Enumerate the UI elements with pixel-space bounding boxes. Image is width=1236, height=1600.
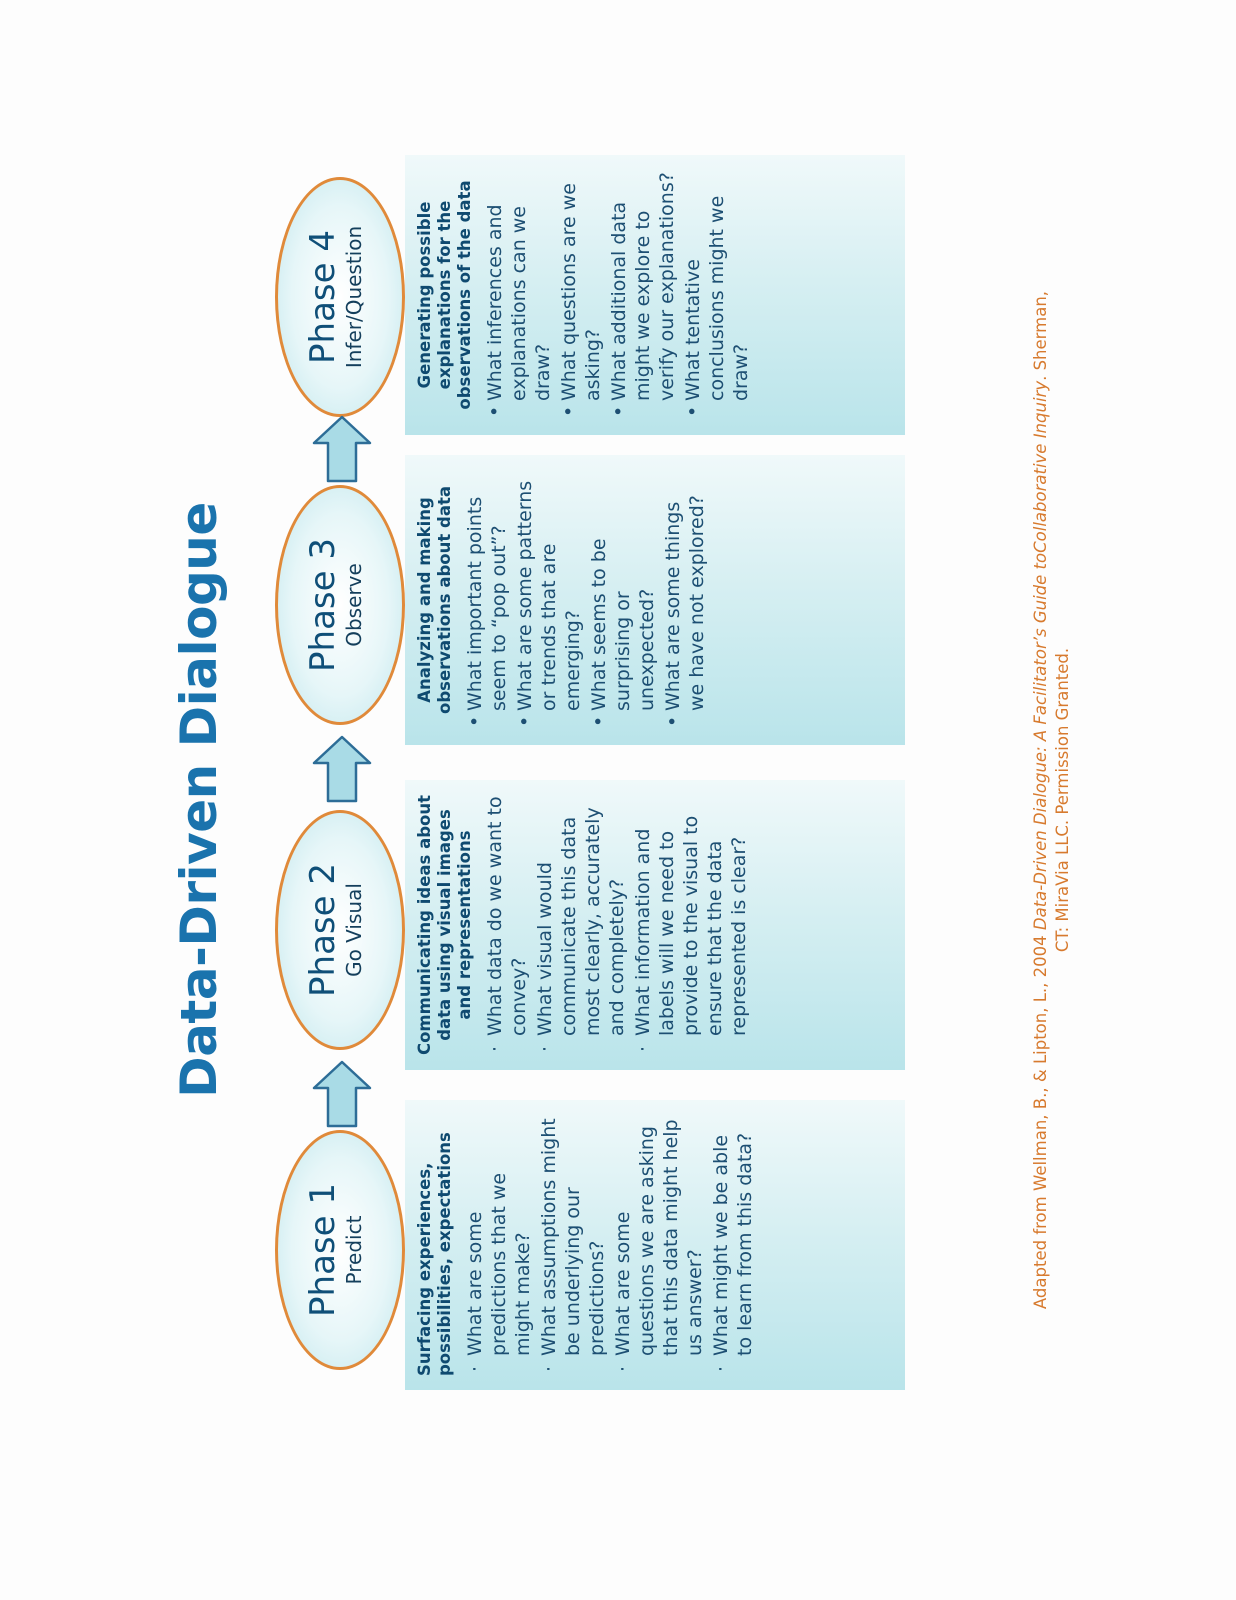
phase-1-ellipse [275,1130,405,1370]
phase-2-question-list [483,794,751,1056]
citation [1030,280,1074,1320]
list-item: · What data do we want to convey? [484,796,530,1052]
list-item: · What might we be able to learn from this data? [710,1132,756,1372]
phase-3-question-list [463,469,709,731]
list-item: • What additional data might we explore to verify our explanations? [608,172,678,417]
list-item: • What tentative conclusions might we draw? [682,195,752,417]
list-item: • What important points seem to “pop out”? [464,496,510,727]
phase-3-ellipse [275,485,405,725]
phase-2-heading: Communicating ideas about data using visual images and representations [415,795,474,1056]
phase-1-question-list [463,1114,757,1376]
list-item: · What information and labels will we need to provide to the visual to ensure that the data represented is clear? [632,815,750,1052]
phase-2-ellipse [275,810,405,1050]
phase-4-box [405,155,905,435]
phase-1-number: Phase 1 [303,1183,343,1317]
phase-3-number: Phase 3 [303,538,343,672]
phase-3-name: Observe [342,563,366,647]
phase-3-box [405,455,905,745]
list-item: • What inferences and explanations can we draw? [484,204,554,417]
phase-2-number: Phase 2 [303,863,343,997]
list-item: · What are some predictions that we might make? [464,1172,534,1372]
list-item: • What questions are we asking? [558,183,604,417]
phase-4-question-list [483,169,753,421]
arrow-right-icon [310,415,374,483]
arrow-right-icon [310,735,374,803]
phase-2-name: Go Visual [342,883,366,977]
list-item: • What are some things we have not explored? [662,495,708,727]
phase-1-name: Predict [342,1215,366,1285]
phase-2-box [405,780,905,1070]
list-item: • What are some patterns or trends that are emerging? [514,480,584,727]
list-item: · What visual would communicate this data most clearly, accurately and completely? [534,807,628,1052]
phase-4-name: Infer/Question [342,225,366,369]
list-item: · What are some questions we are asking that this data might help us answer? [612,1119,706,1372]
phase-1-box [405,1100,905,1390]
phase-4-ellipse [275,177,405,417]
citation-suffix: . Sherman, CT: MiraVia LLC. Permission Granted. [1031,290,1072,953]
citation-prefix: Adapted from Wellman, B., & Lipton, L., 2004 [1031,930,1050,1310]
page-title: Data-Driven Dialogue [170,502,228,1098]
list-item: • What seems to be surprising or unexpected? [588,538,658,727]
phase-4-heading: Generating possible explanations for the observations of the data [415,180,474,410]
phase-3-heading: Analyzing and making observations about data [415,486,454,715]
phase-1-heading: Surfacing experiences, possibilities, expectations [415,1132,454,1376]
arrow-right-icon [310,1060,374,1128]
phase-4-number: Phase 4 [303,230,343,364]
citation-book-title: Data-Driven Dialogue: A Facilitator’s Guide toCollaborative Inquiry [1031,380,1050,931]
list-item: · What assumptions might be underlying our predictions? [538,1118,608,1372]
